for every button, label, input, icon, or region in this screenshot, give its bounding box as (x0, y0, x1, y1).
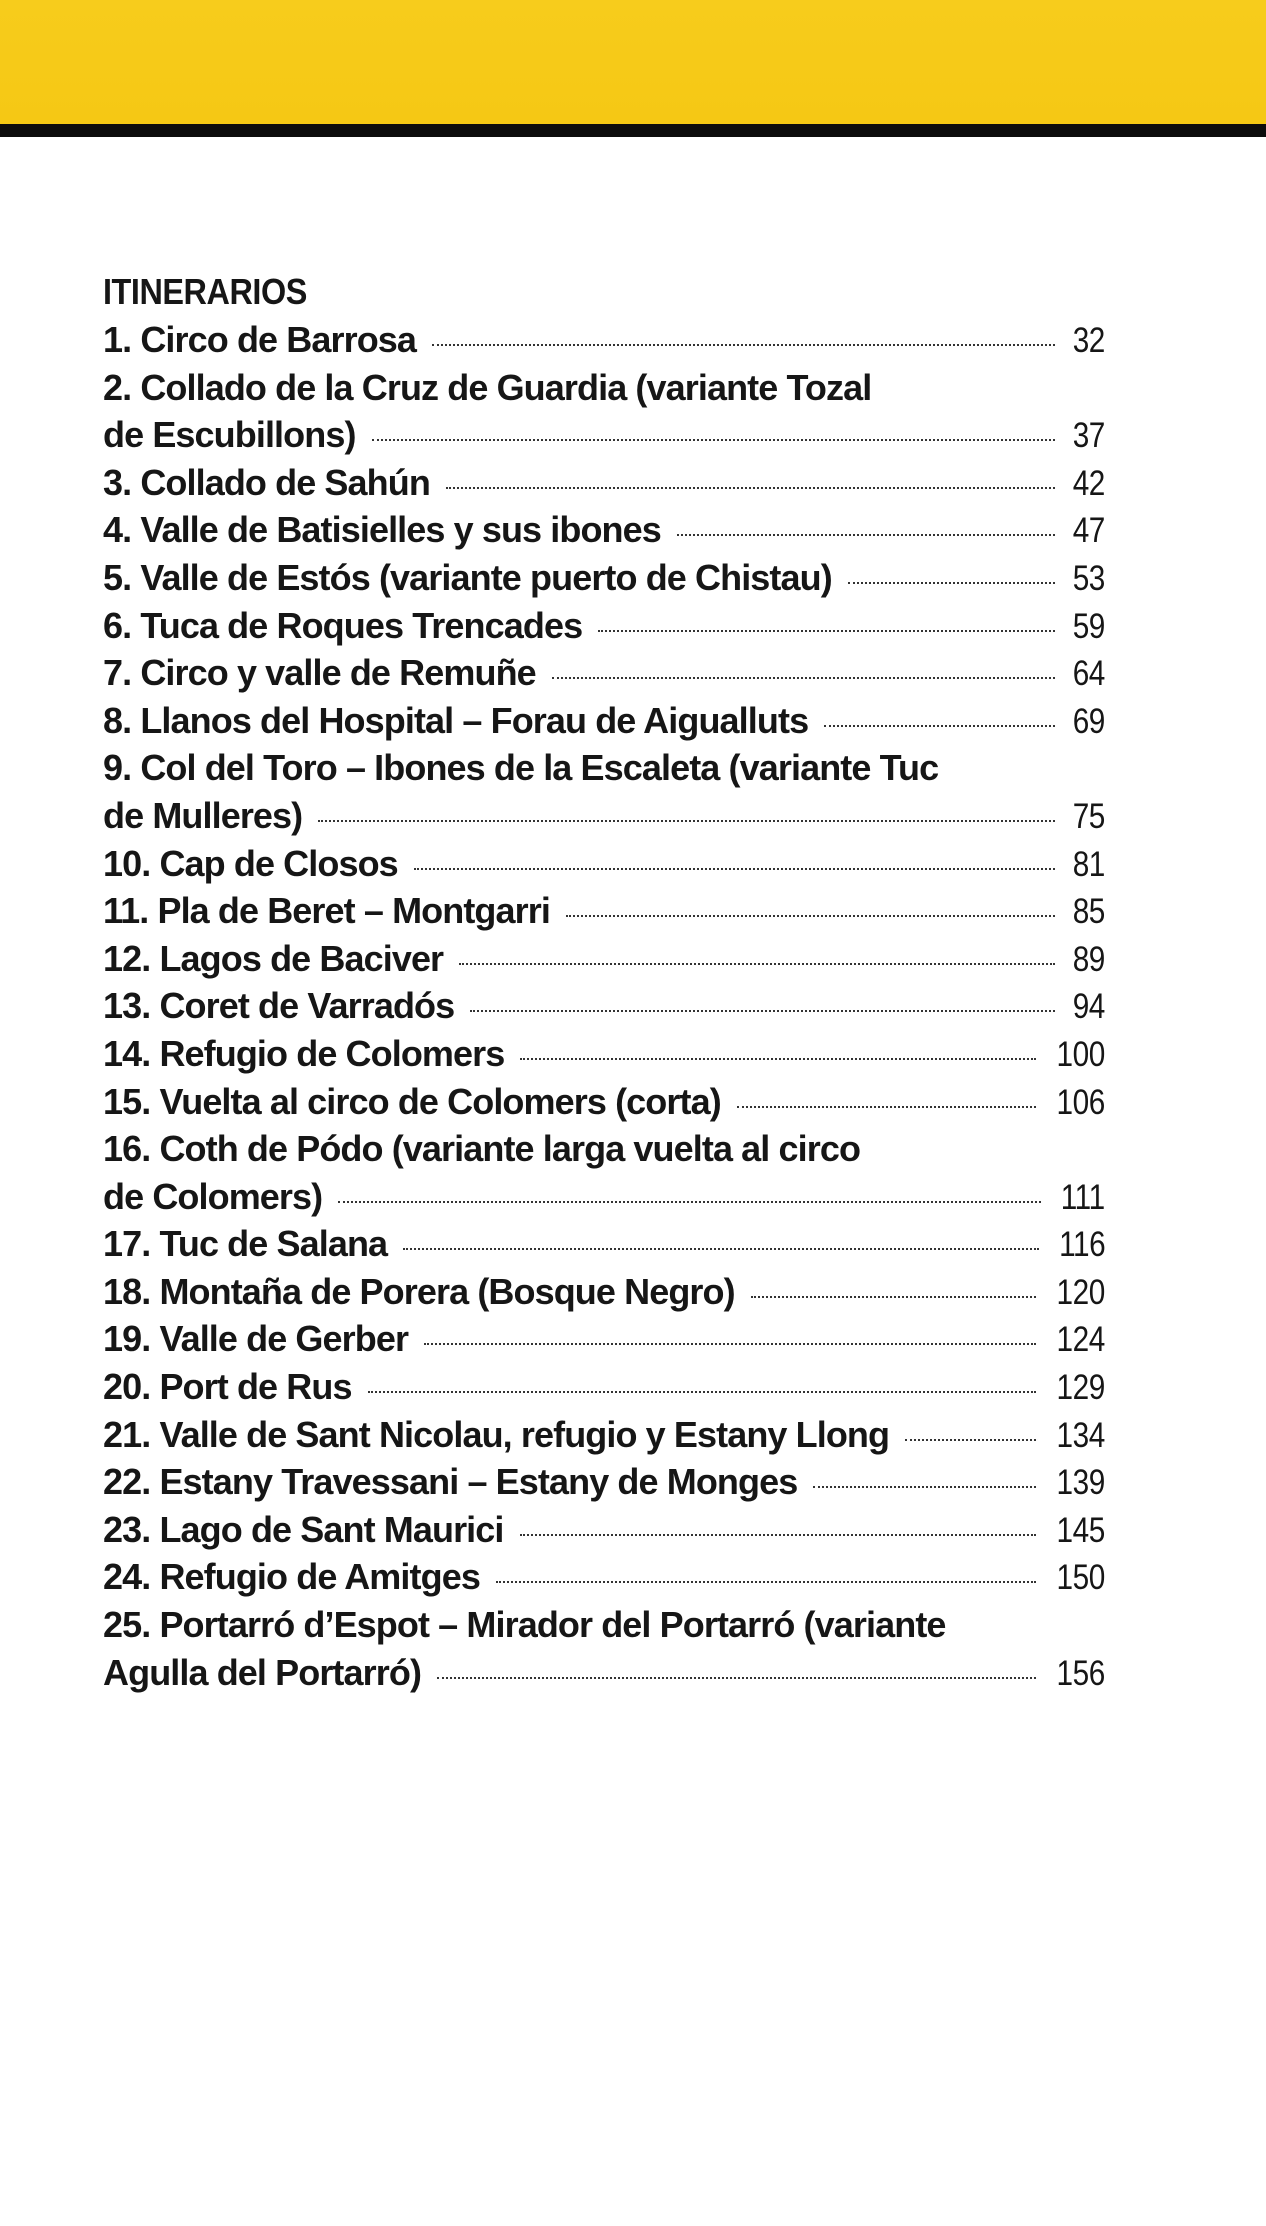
toc-entry (103, 364, 1105, 459)
toc-page-number: 89 (1072, 939, 1105, 979)
toc-entry-title: 8. Llanos del Hospital – Forau de Aigualluts (103, 699, 809, 741)
toc-page-number: 145 (1056, 1510, 1105, 1550)
toc-entry-line (103, 1601, 1105, 1649)
toc-page-number: 69 (1072, 701, 1105, 741)
toc-page-number: 139 (1056, 1463, 1105, 1503)
toc-page-number: 116 (1058, 1225, 1105, 1265)
dot-leader (848, 582, 1055, 584)
toc-entry-title: 25. Portarró d’Espot – Mirador del Portarró (variante (103, 1604, 946, 1646)
toc-entry-line (103, 982, 1105, 1030)
toc-entry-title: 18. Montaña de Porera (Bosque Negro) (103, 1270, 735, 1312)
dot-leader (566, 915, 1055, 917)
dot-leader (338, 1201, 1041, 1203)
toc-entry-line (103, 411, 1105, 459)
toc-entry-line (103, 1363, 1105, 1411)
toc-entry-line (103, 1649, 1105, 1697)
toc-entry-line (103, 1220, 1105, 1268)
toc-entry (103, 1220, 1105, 1268)
toc-entry-title: 19. Valle de Gerber (103, 1318, 409, 1360)
toc-entry (103, 697, 1105, 745)
toc-entry-title: 16. Coth de Pódo (variante larga vuelta al circo (103, 1128, 861, 1170)
toc-entry-title: 10. Cap de Closos (103, 842, 398, 884)
toc-entry-line (103, 1125, 1105, 1173)
dot-leader (424, 1343, 1036, 1345)
toc-page-number: 134 (1056, 1415, 1105, 1455)
toc-entry-line (103, 744, 1105, 792)
dot-leader (372, 439, 1056, 441)
toc-heading: ITINERARIOS (103, 271, 307, 312)
toc-entry (103, 744, 1105, 839)
toc-entry-title: 4. Valle de Batisielles y sus ibones (103, 509, 661, 551)
toc-entry (103, 649, 1105, 697)
dot-leader (496, 1581, 1036, 1583)
toc-page-number: 124 (1056, 1320, 1105, 1360)
toc-entry-title: 9. Col del Toro – Ibones de la Escaleta (variante Tuc (103, 747, 939, 789)
toc-page-number: 64 (1072, 654, 1105, 694)
toc-entry-title: 7. Circo y valle de Remuñe (103, 652, 536, 694)
toc-entry-line (103, 364, 1105, 412)
dot-leader (470, 1010, 1055, 1012)
dot-leader (677, 534, 1055, 536)
dot-leader (318, 820, 1055, 822)
toc-entry-title: 5. Valle de Estós (variante puerto de Chistau) (103, 556, 832, 598)
toc-entry-title: de Escubillons) (103, 414, 356, 456)
toc-page-number: 150 (1056, 1558, 1105, 1598)
toc-page-number: 47 (1072, 511, 1105, 551)
toc-entry-title: 11. Pla de Beret – Montgarri (103, 890, 550, 932)
toc-entry (103, 1268, 1105, 1316)
dot-leader (403, 1248, 1039, 1250)
header-rule (0, 124, 1266, 137)
toc-entry-title: 3. Collado de Sahún (103, 461, 430, 503)
toc-entry (103, 840, 1105, 888)
dot-leader (824, 725, 1055, 727)
dot-leader (437, 1677, 1036, 1679)
toc-page-number: 81 (1072, 844, 1105, 884)
toc-page-number: 75 (1072, 796, 1105, 836)
toc-entry-title: Agulla del Portarró) (103, 1651, 422, 1693)
toc-entry (103, 1506, 1105, 1554)
toc-page-number: 53 (1072, 558, 1105, 598)
toc-entry-line (103, 935, 1105, 983)
toc-page-number: 37 (1072, 416, 1105, 456)
toc-entry-title: 21. Valle de Sant Nicolau, refugio y Estany Llong (103, 1413, 890, 1455)
dot-leader (520, 1058, 1036, 1060)
dot-leader (520, 1534, 1037, 1536)
toc-entry-line (103, 602, 1105, 650)
toc-entry-title: 20. Port de Rus (103, 1366, 352, 1408)
toc-entry-title: 2. Collado de la Cruz de Guardia (variante Tozal (103, 366, 872, 408)
dot-leader (813, 1486, 1036, 1488)
dot-leader (905, 1439, 1036, 1441)
toc-entry-line (103, 1506, 1105, 1554)
toc-entry-title: 13. Coret de Varradós (103, 985, 455, 1027)
toc-entry (103, 1315, 1105, 1363)
dot-leader (737, 1106, 1036, 1108)
toc-entry-title: 14. Refugio de Colomers (103, 1032, 505, 1074)
dot-leader (751, 1296, 1036, 1298)
toc-entry (103, 935, 1105, 983)
toc-entry (103, 1078, 1105, 1126)
toc-entry-line (103, 1411, 1105, 1459)
toc-entry-title: 15. Vuelta al circo de Colomers (corta) (103, 1080, 721, 1122)
toc-entry-line (103, 1173, 1105, 1221)
toc-entry-line (103, 1315, 1105, 1363)
toc-entry-title: 1. Circo de Barrosa (103, 319, 417, 360)
yellow-header-band (0, 0, 1266, 124)
dot-leader (446, 487, 1055, 489)
dot-leader (432, 344, 1055, 346)
toc-entry-line (103, 887, 1105, 935)
dot-leader (598, 630, 1055, 632)
toc-entry-line (103, 316, 1105, 364)
toc-entry (103, 982, 1105, 1030)
toc-entry-line (103, 649, 1105, 697)
toc-list (103, 316, 1105, 1696)
toc-entry-line (103, 1078, 1105, 1126)
dot-leader (552, 677, 1055, 679)
toc-entry-title: 6. Tuca de Roques Trencades (103, 604, 583, 646)
toc-entry (103, 1458, 1105, 1506)
toc-entry-title: 23. Lago de Sant Maurici (103, 1508, 504, 1550)
toc-page-number: 111 (1061, 1177, 1105, 1217)
toc-entry-line (103, 1553, 1105, 1601)
toc-entry-line (103, 459, 1105, 507)
toc-page-number: 120 (1056, 1272, 1105, 1312)
toc-entry-line (103, 1268, 1105, 1316)
toc-page-number: 94 (1072, 987, 1105, 1027)
toc-page-number: 100 (1056, 1034, 1105, 1074)
toc-entry (103, 506, 1105, 554)
dot-leader (459, 963, 1055, 965)
toc-entry (103, 1030, 1105, 1078)
toc-entry-title: de Colomers) (103, 1175, 323, 1217)
toc-entry-line (103, 840, 1105, 888)
toc-entry-line (103, 506, 1105, 554)
toc-entry-title: 22. Estany Travessani – Estany de Monges (103, 1461, 798, 1503)
toc-page-number: 85 (1072, 892, 1105, 932)
toc-entry-title: 17. Tuc de Salana (103, 1223, 388, 1265)
toc-entry-line (103, 792, 1105, 840)
toc-entry (103, 554, 1105, 602)
toc-entry (103, 1601, 1105, 1696)
toc-page-number: 32 (1072, 321, 1105, 360)
dot-leader (414, 868, 1055, 870)
toc-page-number: 106 (1056, 1082, 1105, 1122)
table-of-contents (103, 268, 1105, 1696)
toc-page-number: 129 (1056, 1368, 1105, 1408)
toc-entry (103, 1125, 1105, 1220)
toc-entry-line (103, 554, 1105, 602)
toc-entry-title: de Mulleres) (103, 794, 303, 836)
toc-entry-line (103, 1030, 1105, 1078)
dot-leader (368, 1391, 1037, 1393)
toc-entry-title: 12. Lagos de Baciver (103, 937, 444, 979)
toc-entry (103, 1411, 1105, 1459)
toc-page-number: 42 (1072, 463, 1105, 503)
toc-entry (103, 602, 1105, 650)
toc-page-number: 59 (1072, 606, 1105, 646)
toc-entry-line (103, 1458, 1105, 1506)
toc-entry-title: 24. Refugio de Amitges (103, 1556, 480, 1598)
toc-entry (103, 316, 1105, 364)
toc-entry (103, 1553, 1105, 1601)
toc-page-number: 156 (1056, 1653, 1105, 1693)
toc-entry-line (103, 697, 1105, 745)
toc-entry (103, 887, 1105, 935)
toc-entry (103, 1363, 1105, 1411)
toc-entry (103, 459, 1105, 507)
